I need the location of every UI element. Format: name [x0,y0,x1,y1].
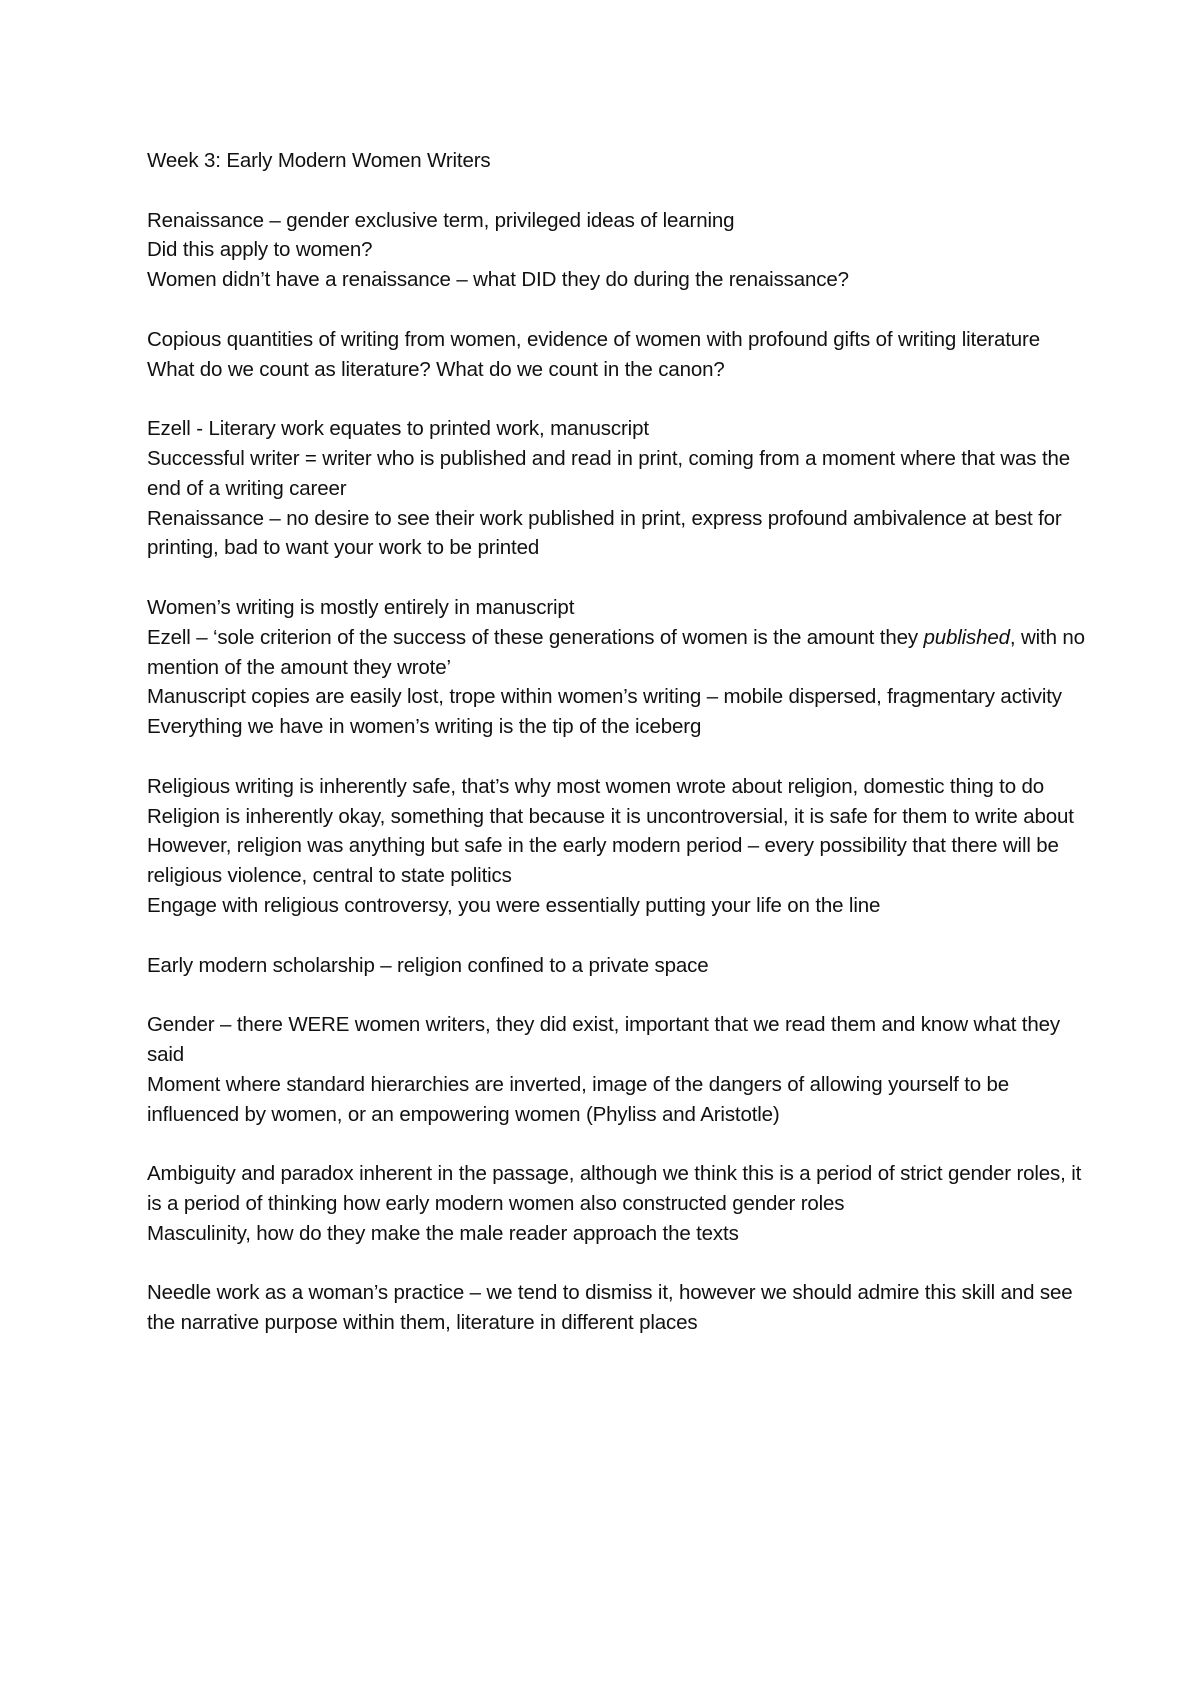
text-line: Needle work as a woman’s practice – we tend to dismiss it, however we should admire this skill and see the narrative purpose within them, literature in different places [147,1281,1073,1335]
paragraph-manuscript [147,593,1092,742]
text-line: Religion is inherently okay, something that because it is uncontroversial, it is safe for them to write about [147,804,1074,828]
text-line: Engage with religious controversy, you were essentially putting your life on the line [147,893,881,917]
ezell-quote-line [147,623,1092,683]
text-line: What do we count as literature? What do we count in the canon? [147,357,725,381]
text-line: Successful writer = writer who is published and read in print, coming from a moment where that was the end of a writing career [147,446,1070,500]
paragraph-renaissance [147,206,1092,295]
quote-emphasis: published [923,625,1010,649]
text-line: Masculinity, how do they make the male reader approach the texts [147,1221,739,1245]
quote-suffix: , with no mention of the amount they wrote’ [147,625,1085,679]
quote-prefix: Ezell – ‘sole criterion of the success of these generations of women is the amount they [147,625,924,649]
document-body [147,146,1092,1368]
text-line: Renaissance – gender exclusive term, privileged ideas of learning [147,208,735,232]
text-line: Manuscript copies are easily lost, trope within women’s writing – mobile dispersed, fragmentary activity [147,685,1062,709]
text-line: However, religion was anything but safe in the early modern period – every possibility that there will be religious violence, central to state politics [147,834,1059,888]
text-line: Did this apply to women? [147,238,373,262]
text-line: Women didn’t have a renaissance – what DID they do during the renaissance? [147,268,849,292]
paragraph-gender [147,1010,1092,1129]
text-line: Moment where standard hierarchies are inverted, image of the dangers of allowing yourself to be influenced by women, or an empowering women (Phyliss and Aristotle) [147,1072,1010,1126]
paragraph-scholarship [147,951,1092,981]
paragraph-needle-work [147,1278,1092,1338]
text-line: Early modern scholarship – religion confined to a private space [147,953,709,977]
document-title: Week 3: Early Modern Women Writers [147,149,491,172]
paragraph-ezell-print [147,414,1092,563]
text-line: Ezell - Literary work equates to printed work, manuscript [147,417,649,441]
text-line: Renaissance – no desire to see their work published in print, express profound ambivalence at best for printing, bad to want your work to be printed [147,506,1062,560]
text-line: Copious quantities of writing from women, evidence of women with profound gifts of writing literature [147,327,1040,351]
text-line: Ambiguity and paradox inherent in the passage, although we think this is a period of strict gender roles, it is a period of thinking how early modern women also constructed gender roles [147,1162,1082,1215]
text-line: Everything we have in women’s writing is the tip of the iceberg [147,715,702,739]
text-line: Religious writing is inherently safe, that’s why most women wrote about religion, domestic thing to do [147,774,1045,798]
paragraph-ambiguity [147,1159,1092,1248]
paragraph-religious-writing [147,772,1092,921]
paragraph-copious-quantities [147,325,1092,385]
text-line: Gender – there WERE women writers, they did exist, important that we read them and know what they said [147,1013,1060,1066]
text-line: Women’s writing is mostly entirely in manuscript [147,595,575,619]
